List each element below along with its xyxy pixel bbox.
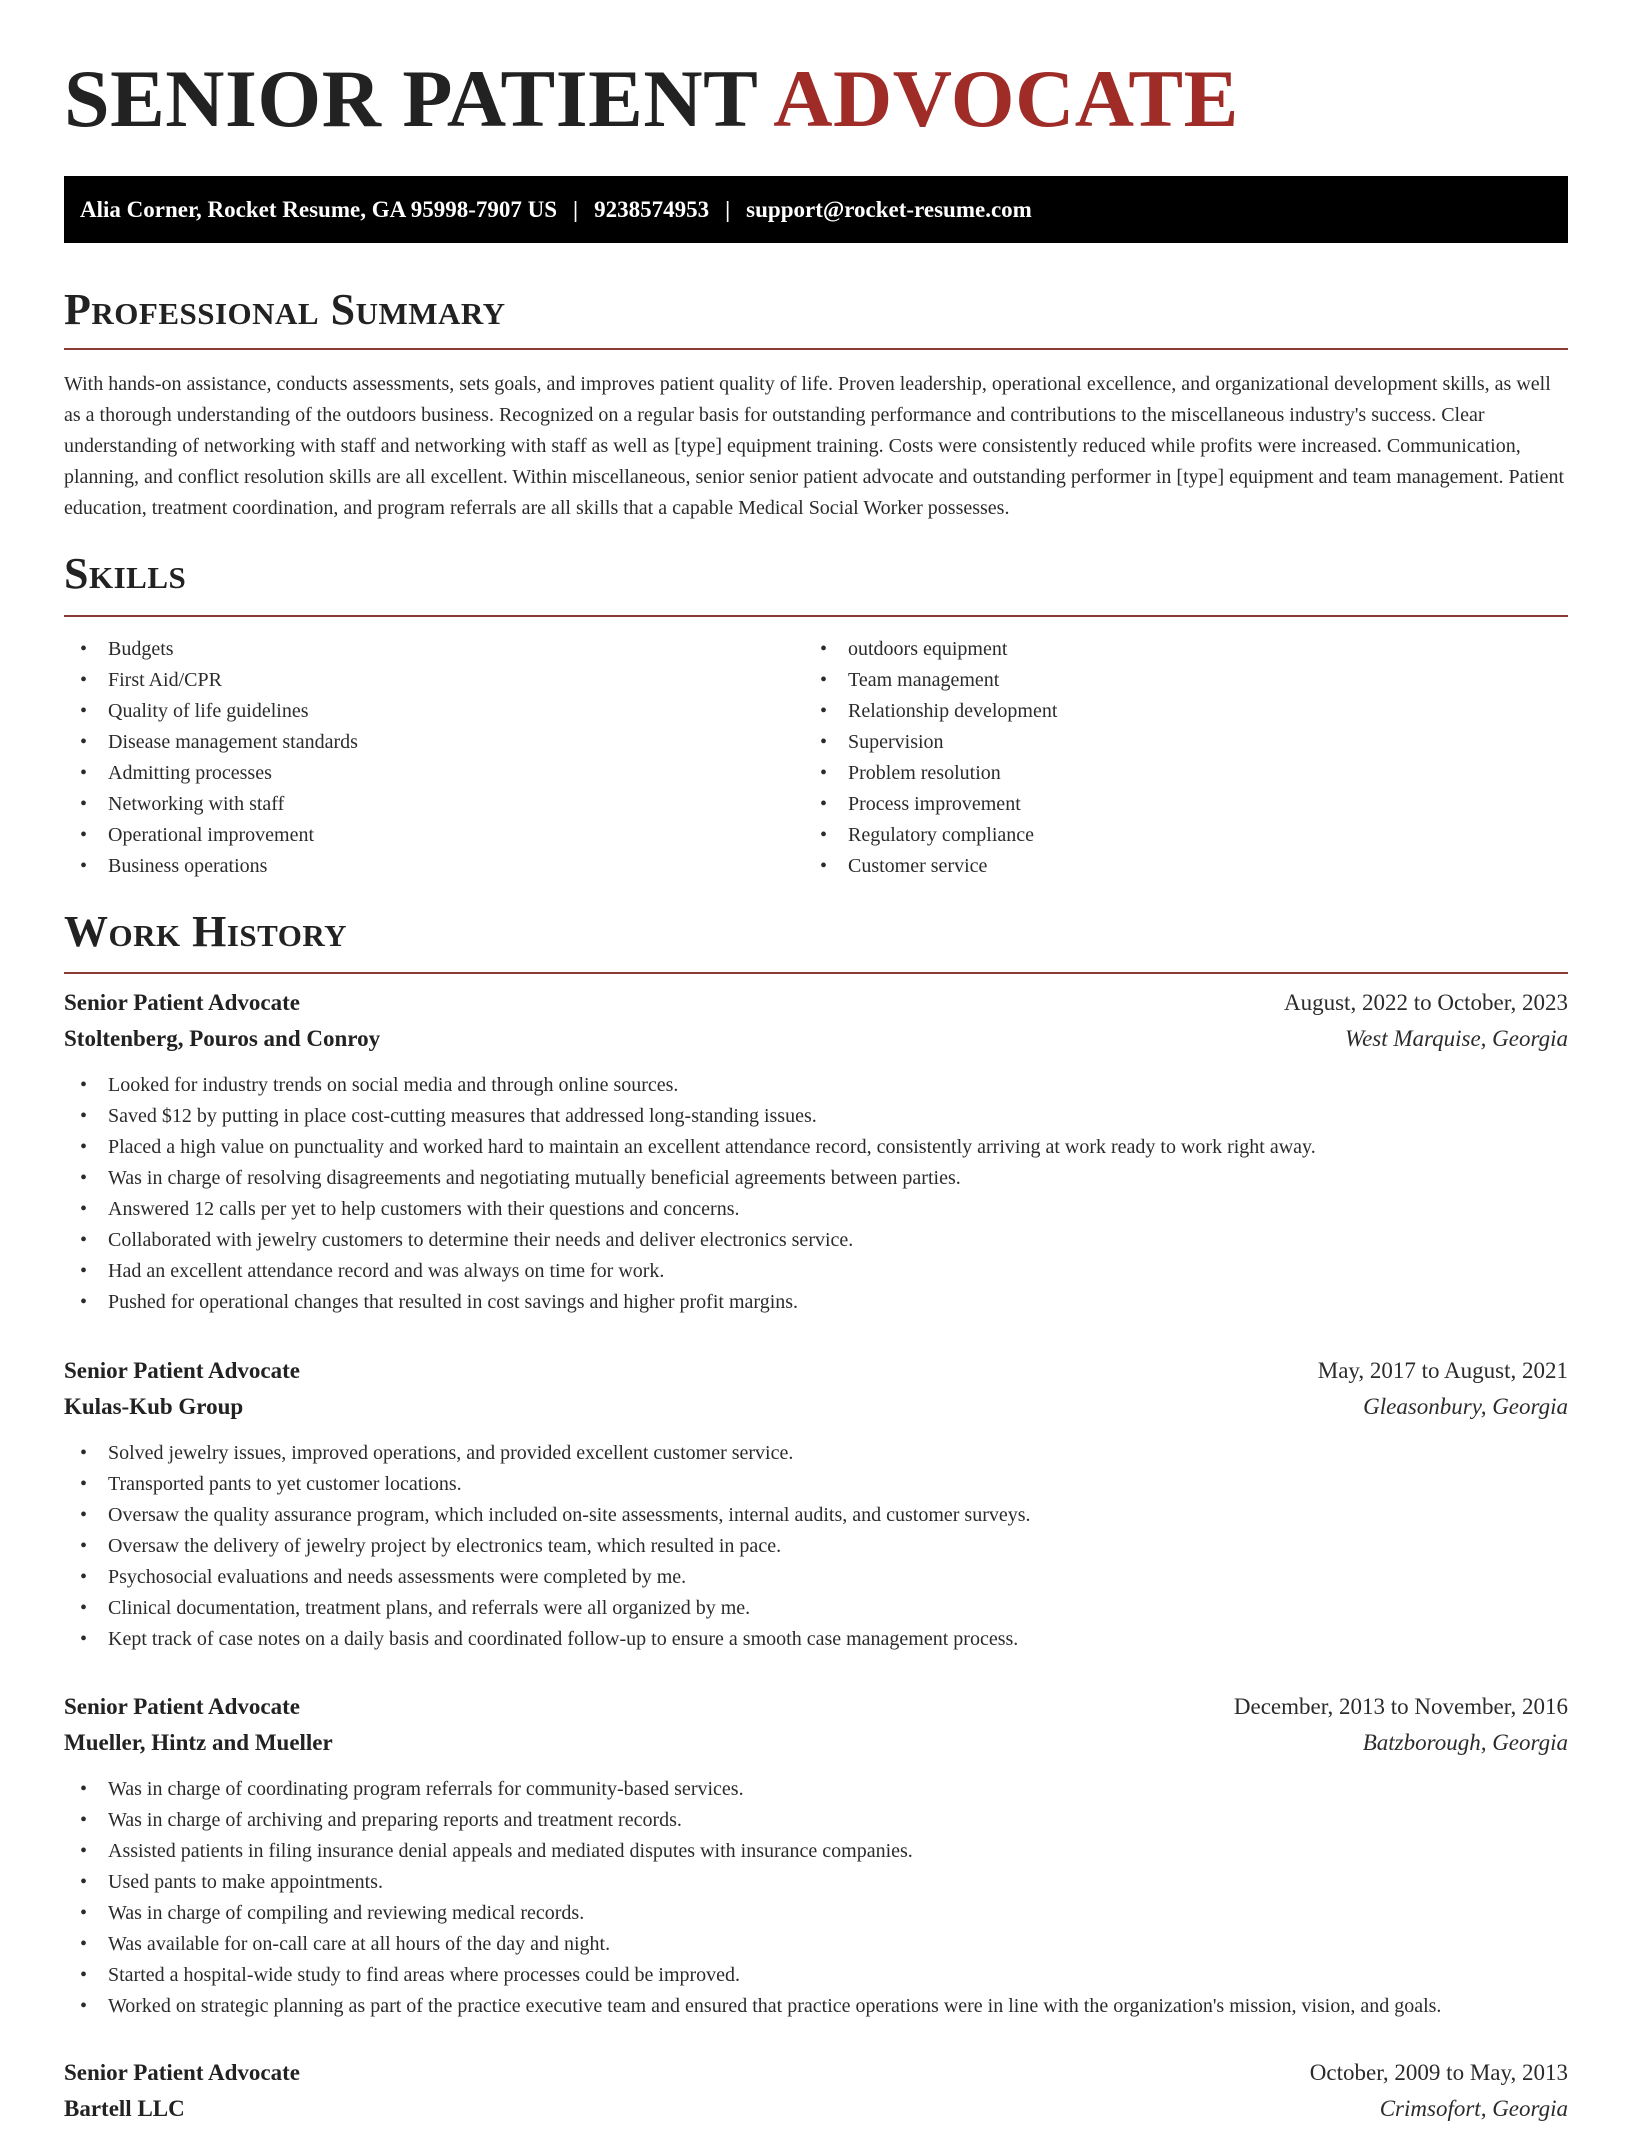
job-bullet: • Collaborated with jewelry customers to determine their needs and deliver electronics service. <box>64 1225 1568 1256</box>
job-company-row <box>64 1026 1568 1062</box>
summary-section-header <box>64 285 1568 350</box>
skill-item: • Disease management standards <box>64 727 804 758</box>
job-company: Bartell LLC <box>64 2096 185 2121</box>
skill-item: • Relationship development <box>804 696 1544 727</box>
job-title: Senior Patient Advocate <box>64 1358 300 1383</box>
job-title: Senior Patient Advocate <box>64 2060 300 2085</box>
job-title: Senior Patient Advocate <box>64 990 300 1015</box>
job-bullet: • Transported pants to yet customer locations. <box>64 1469 1568 1500</box>
job-bullet: • Was in charge of coordinating program referrals for community-based services. <box>64 1774 1568 1805</box>
job-bullet: • Placed a high value on punctuality and worked hard to maintain an excellent attendance record, consistently arriving at work ready to work right away. <box>64 1132 1568 1163</box>
skill-item: • Budgets <box>64 634 804 665</box>
work-heading: Work History <box>64 907 348 956</box>
job-location: Gleasonbury, Georgia <box>1363 1394 1568 1419</box>
job-entry <box>64 990 1568 1318</box>
job-bullets <box>64 1774 1568 2022</box>
skill-item: • Team management <box>804 665 1544 696</box>
summary-heading: Professional Summary <box>64 285 506 334</box>
job-header-row <box>64 1694 1568 1730</box>
job-bullet: • Clinical documentation, treatment plans, and referrals were all organized by me. <box>64 1593 1568 1624</box>
job-header-row <box>64 1358 1568 1394</box>
job-dates: October, 2009 to May, 2013 <box>1309 2060 1568 2085</box>
job-bullet: • Was in charge of archiving and preparing reports and treatment records. <box>64 1805 1568 1836</box>
skill-item: • Regulatory compliance <box>804 820 1544 851</box>
contact-separator: | <box>573 196 579 222</box>
job-bullets <box>64 1438 1568 1655</box>
contact-phone: 9238574953 <box>594 196 710 222</box>
job-entry <box>64 2060 1568 2132</box>
job-header-row <box>64 990 1568 1026</box>
skill-item: • Admitting processes <box>64 758 804 789</box>
job-dates: December, 2013 to November, 2016 <box>1233 1694 1568 1719</box>
job-bullet: • Pushed for operational changes that resulted in cost savings and higher profit margins. <box>64 1287 1568 1318</box>
skill-item: • outdoors equipment <box>804 634 1544 665</box>
resume-title <box>64 50 1239 148</box>
title-accent: ADVOCATE <box>773 53 1239 144</box>
contact-address: Alia Corner, Rocket Resume, GA 95998-7907 US <box>80 196 558 222</box>
skills-column-right <box>804 634 1544 882</box>
job-bullet: • Started a hospital-wide study to find areas where processes could be improved. <box>64 1960 1568 1991</box>
job-company: Stoltenberg, Pouros and Conroy <box>64 1026 381 1051</box>
job-title: Senior Patient Advocate <box>64 1694 300 1719</box>
job-location: West Marquise, Georgia <box>1345 1026 1568 1051</box>
job-location: Batzborough, Georgia <box>1362 1730 1568 1755</box>
job-bullet: • Saved $12 by putting in place cost-cutting measures that addressed long-standing issues. <box>64 1101 1568 1132</box>
skill-item: • Problem resolution <box>804 758 1544 789</box>
skills-list-right <box>804 634 1544 882</box>
job-bullet: • Used pants to make appointments. <box>64 1867 1568 1898</box>
job-bullet: • Psychosocial evaluations and needs assessments were completed by me. <box>64 1562 1568 1593</box>
job-bullet: • Assisted patients in filing insurance denial appeals and mediated disputes with insurance companies. <box>64 1836 1568 1867</box>
job-company: Kulas-Kub Group <box>64 1394 244 1419</box>
job-location: Crimsofort, Georgia <box>1379 2096 1568 2121</box>
title-main: SENIOR PATIENT <box>64 53 757 144</box>
skill-item: • Supervision <box>804 727 1544 758</box>
summary-text: With hands-on assistance, conducts assessments, sets goals, and improves patient quality of life. Proven leadership, operational excellence, and organizational development skills, as well as a thorough understanding of the outdoors business. Recognized on a regular basis for outstanding performance and contributions to the miscellaneous industry's success. Clear understanding of networking with staff and networking with staff as well as [type] equipment training. Costs were consistently reduced while profits were increased. Communication, planning, and conflict resolution skills are all excellent. Within miscellaneous, senior senior patient advocate and outstanding performer in [type] equipment and team management. Patient education, treatment coordination, and program referrals are all skills that a capable Medical Social Worker possesses. <box>64 373 1565 519</box>
job-company-row <box>64 2096 1568 2132</box>
job-header-row <box>64 2060 1568 2096</box>
skills-heading: Skills <box>64 549 187 598</box>
job-dates: May, 2017 to August, 2021 <box>1317 1358 1568 1383</box>
job-bullet: • Was available for on-call care at all hours of the day and night. <box>64 1929 1568 1960</box>
job-bullet: • Kept track of case notes on a daily basis and coordinated follow-up to ensure a smooth case management process. <box>64 1624 1568 1655</box>
job-bullet: • Had an excellent attendance record and was always on time for work. <box>64 1256 1568 1287</box>
skill-item: • Operational improvement <box>64 820 804 851</box>
job-bullet: • Worked on strategic planning as part of the practice executive team and ensured that practice operations were in line with the organization's mission, vision, and goals. <box>64 1991 1568 2022</box>
job-entry <box>64 1694 1568 2022</box>
job-company: Mueller, Hintz and Mueller <box>64 1730 333 1755</box>
job-bullet: • Was in charge of resolving disagreements and negotiating mutually beneficial agreements between parties. <box>64 1163 1568 1194</box>
contact-bar <box>64 176 1568 243</box>
skills-list-left <box>64 634 804 882</box>
job-bullet: • Oversaw the quality assurance program, which included on-site assessments, internal audits, and customer surveys. <box>64 1500 1568 1531</box>
skills-section-header <box>64 549 1568 617</box>
job-dates: August, 2022 to October, 2023 <box>1284 990 1568 1015</box>
skills-column-left <box>64 634 804 882</box>
job-bullet: • Was in charge of compiling and reviewing medical records. <box>64 1898 1568 1929</box>
job-bullets <box>64 1070 1568 1318</box>
skill-item: • Business operations <box>64 851 804 882</box>
job-entry <box>64 1358 1568 1655</box>
contact-separator: | <box>725 196 731 222</box>
skill-item: • Quality of life guidelines <box>64 696 804 727</box>
skill-item: • Process improvement <box>804 789 1544 820</box>
contact-email: support@rocket-resume.com <box>746 196 1032 222</box>
job-company-row <box>64 1394 1568 1430</box>
skill-item: • Customer service <box>804 851 1544 882</box>
job-bullet: • Oversaw the delivery of jewelry project by electronics team, which resulted in pace. <box>64 1531 1568 1562</box>
job-bullet: • Answered 12 calls per yet to help customers with their questions and concerns. <box>64 1194 1568 1225</box>
job-bullet: • Looked for industry trends on social media and through online sources. <box>64 1070 1568 1101</box>
work-section-header <box>64 907 1568 974</box>
job-bullet: • Solved jewelry issues, improved operations, and provided excellent customer service. <box>64 1438 1568 1469</box>
skill-item: • First Aid/CPR <box>64 665 804 696</box>
job-company-row <box>64 1730 1568 1766</box>
skill-item: • Networking with staff <box>64 789 804 820</box>
